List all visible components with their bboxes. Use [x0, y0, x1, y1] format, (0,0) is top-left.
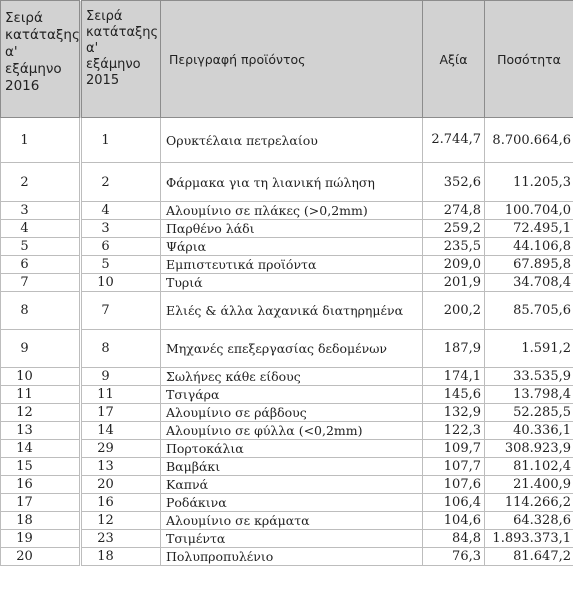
- cell-value: 274,8: [423, 202, 485, 220]
- cell-rank-2015: 10: [81, 274, 161, 292]
- cell-quantity: 308.923,9: [485, 440, 573, 458]
- cell-rank-2016: 4: [1, 220, 81, 238]
- table-row: [1, 512, 573, 530]
- cell-rank-2015: 14: [81, 422, 161, 440]
- cell-quantity: 85.705,6: [485, 292, 573, 330]
- cell-quantity: 44.106,8: [485, 238, 573, 256]
- cell-value: 209,0: [423, 256, 485, 274]
- cell-rank-2016: 11: [1, 386, 81, 404]
- cell-quantity: 100.704,0: [485, 202, 573, 220]
- cell-value: 122,3: [423, 422, 485, 440]
- table-row: [1, 458, 573, 476]
- cell-value: 259,2: [423, 220, 485, 238]
- cell-value: 352,6: [423, 163, 485, 202]
- cell-rank-2016: 18: [1, 512, 81, 530]
- header-description: Περιγραφή προϊόντος: [161, 1, 423, 118]
- cell-rank-2016: 9: [1, 330, 81, 368]
- cell-quantity: 8.700.664,6: [485, 118, 573, 163]
- cell-value: 2.744,7: [423, 118, 485, 163]
- cell-quantity: 1.591,2: [485, 330, 573, 368]
- cell-rank-2016: 15: [1, 458, 81, 476]
- cell-rank-2016: 19: [1, 530, 81, 548]
- table-row: [1, 440, 573, 458]
- header-value: Αξία: [423, 1, 485, 118]
- cell-quantity: 21.400,9: [485, 476, 573, 494]
- table-row: [1, 368, 573, 386]
- table-row: [1, 118, 573, 163]
- cell-rank-2016: 13: [1, 422, 81, 440]
- cell-rank-2015: 29: [81, 440, 161, 458]
- cell-rank-2015: 23: [81, 530, 161, 548]
- cell-quantity: 72.495,1: [485, 220, 573, 238]
- cell-product: Εμπιστευτικά προϊόντα: [161, 256, 423, 274]
- header-quantity: Ποσότητα: [485, 1, 573, 118]
- cell-rank-2015: 2: [81, 163, 161, 202]
- cell-quantity: 81.102,4: [485, 458, 573, 476]
- cell-rank-2015: 18: [81, 548, 161, 566]
- table-row: [1, 274, 573, 292]
- cell-product: Ψάρια: [161, 238, 423, 256]
- cell-value: 84,8: [423, 530, 485, 548]
- cell-rank-2015: 12: [81, 512, 161, 530]
- cell-product: Ορυκτέλαια πετρελαίου: [161, 118, 423, 163]
- cell-rank-2016: 16: [1, 476, 81, 494]
- cell-product: Καπνά: [161, 476, 423, 494]
- header-row: [1, 1, 573, 118]
- cell-value: 106,4: [423, 494, 485, 512]
- cell-product: Μηχανές επεξεργασίας δεδομένων: [161, 330, 423, 368]
- cell-rank-2015: 8: [81, 330, 161, 368]
- table-row: [1, 163, 573, 202]
- table-row: [1, 494, 573, 512]
- cell-product: Πορτοκάλια: [161, 440, 423, 458]
- cell-product: Παρθένο λάδι: [161, 220, 423, 238]
- table-row: [1, 404, 573, 422]
- cell-product: Ελιές & άλλα λαχανικά διατηρημένα: [161, 292, 423, 330]
- cell-rank-2016: 3: [1, 202, 81, 220]
- cell-rank-2016: 14: [1, 440, 81, 458]
- cell-value: 104,6: [423, 512, 485, 530]
- cell-quantity: 40.336,1: [485, 422, 573, 440]
- header-rank-2015: Σειρά κατάταξης α' εξάμηνο 2015: [81, 1, 161, 118]
- cell-product: Αλουμίνιο σε πλάκες (>0,2mm): [161, 202, 423, 220]
- cell-value: 132,9: [423, 404, 485, 422]
- cell-product: Αλουμίνιο σε φύλλα (<0,2mm): [161, 422, 423, 440]
- cell-product: Ροδάκινα: [161, 494, 423, 512]
- cell-quantity: 64.328,6: [485, 512, 573, 530]
- cell-product: Αλουμίνιο σε ράβδους: [161, 404, 423, 422]
- cell-quantity: 114.266,2: [485, 494, 573, 512]
- cell-rank-2015: 17: [81, 404, 161, 422]
- cell-rank-2015: 3: [81, 220, 161, 238]
- cell-value: 200,2: [423, 292, 485, 330]
- cell-rank-2015: 7: [81, 292, 161, 330]
- table-row: [1, 238, 573, 256]
- cell-product: Σωλήνες κάθε είδους: [161, 368, 423, 386]
- cell-rank-2015: 16: [81, 494, 161, 512]
- cell-quantity: 33.535,9: [485, 368, 573, 386]
- cell-rank-2015: 1: [81, 118, 161, 163]
- cell-rank-2015: 20: [81, 476, 161, 494]
- table-row: [1, 548, 573, 566]
- cell-rank-2016: 8: [1, 292, 81, 330]
- cell-product: Βαμβάκι: [161, 458, 423, 476]
- cell-quantity: 11.205,3: [485, 163, 573, 202]
- table-row: [1, 386, 573, 404]
- cell-product: Τσιγάρα: [161, 386, 423, 404]
- cell-value: 109,7: [423, 440, 485, 458]
- cell-value: 107,7: [423, 458, 485, 476]
- cell-value: 187,9: [423, 330, 485, 368]
- cell-quantity: 52.285,5: [485, 404, 573, 422]
- cell-value: 107,6: [423, 476, 485, 494]
- cell-rank-2015: 9: [81, 368, 161, 386]
- cell-rank-2016: 10: [1, 368, 81, 386]
- cell-quantity: 81.647,2: [485, 548, 573, 566]
- cell-rank-2015: 4: [81, 202, 161, 220]
- cell-quantity: 34.708,4: [485, 274, 573, 292]
- cell-product: Πολυπροπυλένιο: [161, 548, 423, 566]
- cell-quantity: 67.895,8: [485, 256, 573, 274]
- cell-rank-2016: 17: [1, 494, 81, 512]
- table-row: [1, 422, 573, 440]
- cell-quantity: 13.798,4: [485, 386, 573, 404]
- cell-product: Αλουμίνιο σε κράματα: [161, 512, 423, 530]
- cell-rank-2016: 6: [1, 256, 81, 274]
- cell-rank-2015: 5: [81, 256, 161, 274]
- table-row: [1, 330, 573, 368]
- cell-product: Τσιμέντα: [161, 530, 423, 548]
- table-row: [1, 256, 573, 274]
- cell-rank-2016: 5: [1, 238, 81, 256]
- cell-rank-2015: 13: [81, 458, 161, 476]
- table-row: [1, 292, 573, 330]
- cell-product: Τυριά: [161, 274, 423, 292]
- cell-value: 76,3: [423, 548, 485, 566]
- table-row: [1, 220, 573, 238]
- cell-product: Φάρμακα για τη λιανική πώληση: [161, 163, 423, 202]
- cell-value: 145,6: [423, 386, 485, 404]
- cell-rank-2015: 11: [81, 386, 161, 404]
- cell-rank-2016: 20: [1, 548, 81, 566]
- cell-rank-2016: 1: [1, 118, 81, 163]
- cell-value: 174,1: [423, 368, 485, 386]
- cell-rank-2016: 12: [1, 404, 81, 422]
- header-rank-2016: Σειρά κατάταξης α' εξάμηνο 2016: [1, 1, 81, 118]
- cell-rank-2016: 2: [1, 163, 81, 202]
- table-row: [1, 530, 573, 548]
- table-row: [1, 476, 573, 494]
- cell-quantity: 1.893.373,1: [485, 530, 573, 548]
- cell-rank-2016: 7: [1, 274, 81, 292]
- cell-value: 201,9: [423, 274, 485, 292]
- cell-rank-2015: 6: [81, 238, 161, 256]
- cell-value: 235,5: [423, 238, 485, 256]
- table-row: [1, 202, 573, 220]
